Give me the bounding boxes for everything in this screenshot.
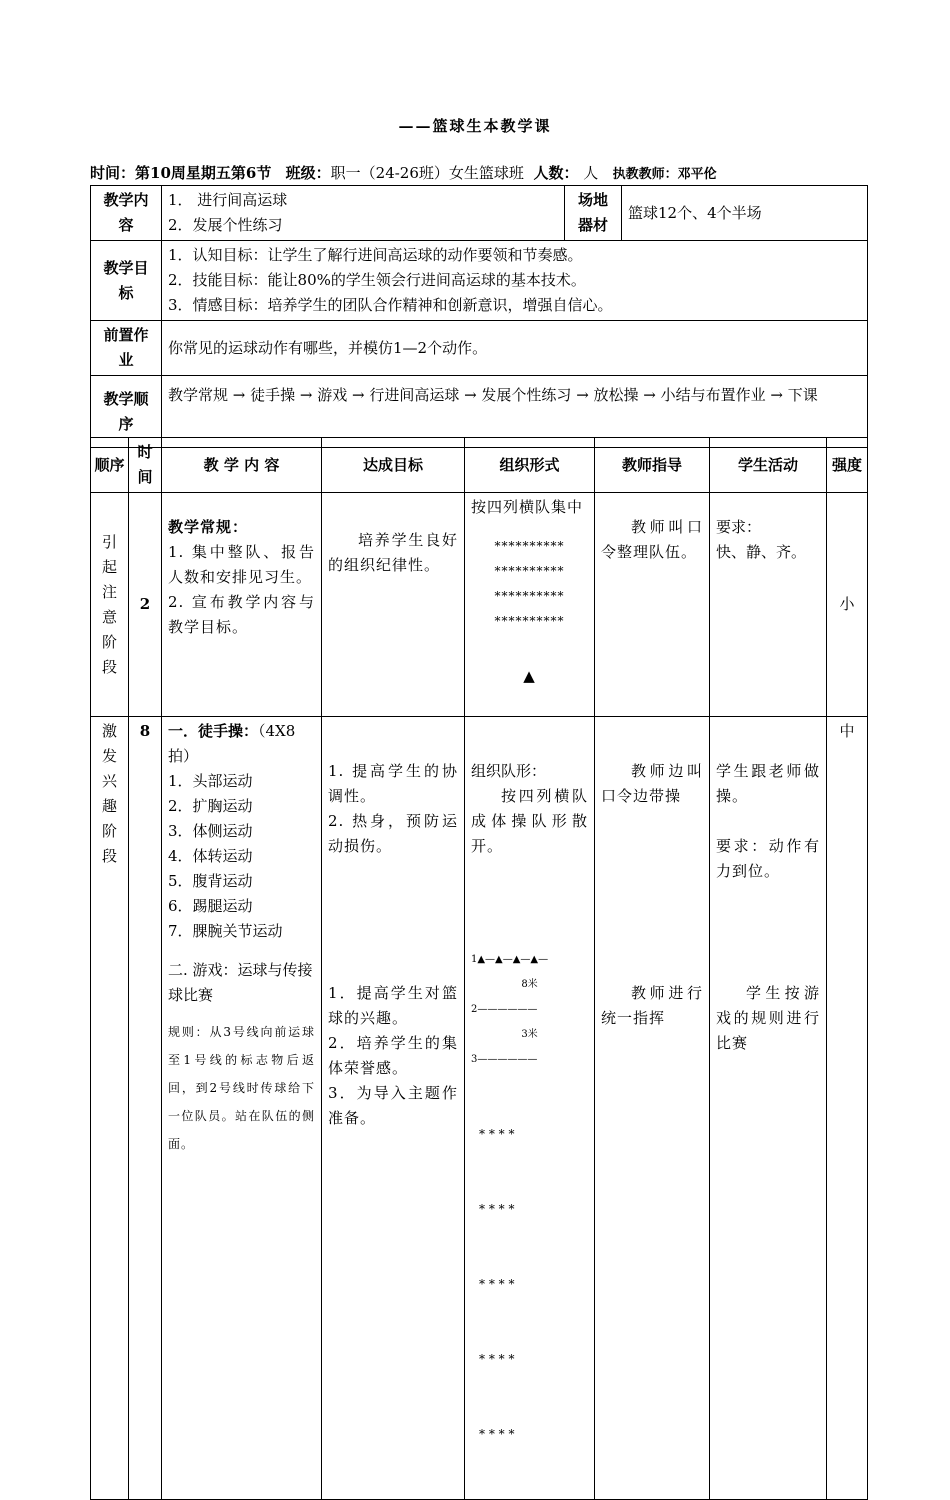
field-distance-1: 8米 [521,979,538,990]
game-rules: 规则：从3号线向前运球至1号线的标志物后返回，到2号线时传球给下一位队员。站在队伍的侧面。 [168,1025,315,1151]
header-guide: 教师指导 [595,438,710,493]
row2-target [322,717,465,1500]
row2-guide-1: 教师边叫口令边带操 [601,762,703,805]
target-item: 3．为导入主题作准备。 [328,1084,458,1127]
row2-org-title: 组织队形： [471,762,547,780]
row1-content-title: 教学常规： [168,518,249,536]
content-items [162,186,565,241]
player-row: * * * * [479,1352,515,1366]
content-item: 1． 进行间高运球 [168,191,288,209]
exercise-item: 4．体转运动 [168,847,253,865]
player-row: * * * * [479,1427,515,1441]
player-formation [471,1072,588,1497]
teacher-marker-icon: ▲ [523,667,536,685]
order-value: 教学常规 → 徒手操 → 游戏 → 行进间高运球 → 发展个性练习 → 放松操 → 小结与布置作业 → 下课 [162,376,868,448]
row1-seq: 引起注意阶段 [91,493,129,717]
goal-item: 2．技能目标：能让80%的学生领会行进间高运球的基本技术。 [168,271,586,289]
plan-table [90,437,868,1500]
row1-org [465,493,595,717]
row1-target: 培养学生良好的组织纪律性。 [322,493,465,717]
class-label: 班级： [285,164,331,182]
exercise-item: 3．体侧运动 [168,822,253,840]
overview-table [90,185,868,448]
row2-guide [595,717,710,1500]
formation-line: ********** [494,539,565,553]
time-label: 时间： [90,164,136,182]
formation-line: ********** [494,589,565,603]
player-row: * * * * [479,1202,515,1216]
venue-value: 篮球12个、4个半场 [622,186,868,241]
teacher-value: 邓平伦 [677,167,717,182]
exercise-item: 5．腹背运动 [168,872,253,890]
row2-seq: 激发兴趣阶段 [91,717,129,1500]
exercise-item: 2．扩胸运动 [168,797,253,815]
row1-org-text: 按四列横队集中 [471,498,584,516]
page-title: ——篮球生本教学课 [398,117,552,135]
header-target: 达成目标 [322,438,465,493]
header-org: 组织形式 [465,438,595,493]
row2-org [465,717,595,1500]
player-row: * * * * [479,1127,515,1141]
row1-content-item: 1. 集中整队、报告人数和安排见习生。 [168,543,315,586]
venue-label: 场地器材 [565,186,622,241]
class-value: 职一（24-26班）女生篮球班 [330,164,524,182]
target-item: 2．培养学生的集体荣誉感。 [328,1034,458,1077]
exercise-item: 7．腂腕关节运动 [168,922,283,940]
row1-content-item: 2. 宣布教学内容与教学目标。 [168,593,315,636]
order-label: 教学顺序 [91,376,162,448]
header-intensity: 强度 [827,438,868,493]
header-time: 时间 [129,438,162,493]
content-label: 教学内容 [91,186,162,241]
formation-lines [471,534,588,634]
row1-activity-text: 快、静、齐。 [716,543,807,561]
row2-guide-2: 教师进行统一指挥 [601,984,703,1027]
row2-content-title: 一．徒手操： [168,722,259,740]
row2-activity [710,717,827,1500]
row1-intensity: 小 [827,493,868,717]
header-activity: 学生活动 [710,438,827,493]
row1-time: 2 [129,493,162,717]
exercise-item: 6．踢腿运动 [168,897,253,915]
lesson-info [90,162,717,183]
teacher-label: 执教教师： [612,167,678,182]
row2-time: 8 [129,717,162,1500]
row2-intensity: 中 [827,717,868,1500]
row2-activity-2-title: 要求： [716,837,769,855]
row2-activity-3: 学生按游戏的规则进行比赛 [716,984,820,1052]
formation-line: ********** [494,614,565,628]
goals [162,241,868,321]
row1-content [162,493,322,717]
player-row: * * * * [479,1277,515,1291]
count-value: 人 [583,164,599,182]
row1-activity [710,493,827,717]
time-value: 第10周星期五第6节 [135,164,272,182]
count-label: 人数： [533,164,579,182]
row2-activity-2-text: 动作有力到位。 [716,837,820,880]
field-line-1: 1▲—▲—▲—▲— [471,954,549,965]
row2-org-desc: 按四列横队成体操队形散开。 [471,787,588,855]
content-item: 2．发展个性练习 [168,216,283,234]
target-item: 1. 提高学生的协调性。 [328,762,458,805]
row1-guide: 教师叫口令整理队伍。 [595,493,710,717]
formation-line: ********** [494,564,565,578]
goal-label: 教学目标 [91,241,162,321]
header-content: 教 学 内 容 [162,438,322,493]
goal-item: 1．认知目标：让学生了解行进间高运球的动作要领和节奏感。 [168,246,583,264]
header-seq: 顺序 [91,438,129,493]
target-item: 2. 热身，预防运动损伤。 [328,812,458,855]
row1-activity-title: 要求： [716,518,762,536]
goal-item: 3．情感目标：培养学生的团队合作精神和创新意识，增强自信心。 [168,296,613,314]
pre-value: 你常见的运球动作有哪些，并模仿1—2个动作。 [162,321,868,376]
target-item: 1．提高学生对篮球的兴趣。 [328,984,458,1027]
exercise-item: 1．头部运动 [168,772,253,790]
field-line-3: 3—————— [471,1054,538,1065]
row2-activity-1: 学生跟老师做操。 [716,762,820,805]
row2-content-title-rest: （4X8拍） [168,722,296,765]
pre-label: 前置作业 [91,321,162,376]
game-title: 二. 游戏：运球与传接球比赛 [168,961,313,1004]
field-distance-2: 3米 [521,1029,538,1040]
row2-content [162,717,322,1500]
field-line-2: 2—————— [471,1004,538,1015]
